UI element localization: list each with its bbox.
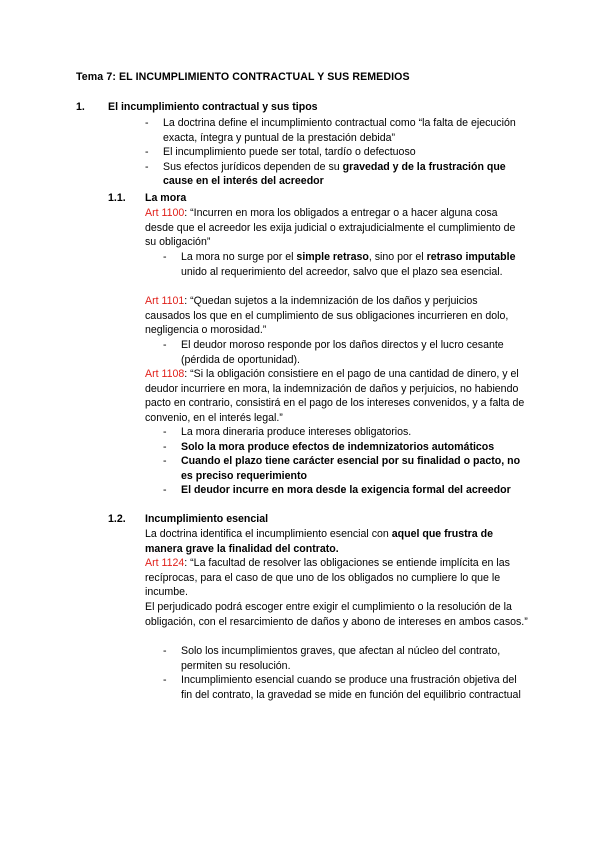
dash-bullet: - — [145, 146, 149, 159]
dash-bullet: - — [163, 440, 167, 453]
list-item: - La doctrina define el incumplimiento contractual como “la falta de ejecución exacta, íntegra y puntual de la prestación debida” — [145, 117, 516, 144]
list-item: - El incumplimiento puede ser total, tardío o defectuoso — [145, 146, 416, 159]
article-label: Art 1101 — [145, 295, 185, 307]
article-label: Art 1108 — [145, 368, 185, 380]
dash-bullet: - — [163, 426, 167, 438]
article-1108-paragraph: Art 1108: “Si la obligación consistiere en el pago de una cantidad de dinero, y el deudor incurriere en mora, la indemnización de daños y perjuicios, no habiendo pacto en contrario, consistirá en el pago de los intereses convenidos, y a falta de convenio, en el interés legal.” — [145, 368, 525, 424]
article-label: Art 1124 — [145, 557, 185, 569]
list-item: - Solo la mora produce efectos de indemnizatorios automáticos — [163, 440, 495, 453]
dash-bullet: - — [163, 251, 167, 263]
article-1124-paragraph-2: El perjudicado podrá escoger entre exigir el cumplimiento o la resolución de la obligación, con el resarcimiento de daños y abono de intereses en ambos casos.” — [145, 601, 528, 628]
list-item: - La mora dineraria produce intereses obligatorios. — [163, 426, 412, 438]
article-label: Art 1100 — [145, 207, 185, 219]
section-title: La mora — [145, 192, 187, 204]
list-item: - Incumplimiento esencial cuando se produce una frustración objetiva del fin del contrato, la gravedad se mide en función del equilibrio contractual — [163, 674, 521, 701]
article-1100-bullets — [163, 250, 531, 279]
essential-breach-bullets — [163, 644, 526, 702]
dash-bullet: - — [145, 160, 149, 173]
list-item: - La mora no surge por el simple retraso, sino por el retraso imputable unido al requerimiento del acreedor, salvo que el plazo sea esencial. — [163, 251, 516, 278]
dash-bullet: - — [163, 484, 167, 497]
essential-breach-intro: La doctrina identifica el incumplimiento esencial con aquel que frustra de manera grave la finalidad del contrato. — [145, 528, 493, 555]
section-title: Incumplimiento esencial — [145, 513, 269, 525]
article-1101-bullets — [163, 338, 526, 367]
article-1101-paragraph: Art 1101: “Quedan sujetos a la indemnización de los daños y perjuicios causados los que en el cumplimiento de sus obligaciones incurrieren en dolo, negligencia o morosidad.” — [145, 295, 509, 337]
dash-bullet: - — [163, 455, 167, 468]
dash-bullet: - — [145, 117, 149, 129]
section-1-1-heading — [108, 192, 186, 204]
section-1-2-heading — [108, 513, 268, 525]
dash-bullet: - — [163, 339, 167, 351]
list-item: - Cuando el plazo tiene carácter esencial por su finalidad o pacto, no es preciso requerimiento — [163, 455, 521, 482]
section-number: 1.1. — [108, 192, 126, 204]
section-number: 1. — [76, 101, 85, 113]
dash-bullet: - — [163, 645, 167, 657]
list-item: - Sus efectos jurídicos dependen de su gravedad y de la frustración que cause en el interés del acreedor — [145, 160, 506, 188]
section-number: 1.2. — [108, 513, 126, 525]
section-1-bullets — [145, 116, 533, 189]
article-1100-paragraph: Art 1100: “Incurren en mora los obligados a entregar o a hacer alguna cosa desde que el acreedor les exija judicial o extrajudicialmente el cumplimiento de su obligación” — [145, 207, 516, 249]
list-item: - El deudor incurre en mora desde la exigencia formal del acreedor — [163, 484, 511, 497]
dash-bullet: - — [163, 674, 167, 687]
list-item: - Solo los incumplimientos graves, que afectan al núcleo del contrato, permiten su resolución. — [163, 645, 501, 672]
page-title: Tema 7: EL INCUMPLIMIENTO CONTRACTUAL Y SUS REMEDIOS — [76, 71, 410, 83]
list-item: - El deudor moroso responde por los daños directos y el lucro cesante (pérdida de oportunidad). — [163, 339, 504, 366]
section-1-heading — [76, 101, 318, 113]
section-title: El incumplimiento contractual y sus tipos — [108, 101, 318, 113]
article-1108-bullets — [163, 425, 531, 498]
article-1124-paragraph: Art 1124: “La facultad de resolver las obligaciones se entiende implícita en las recíprocas, para el caso de que uno de los obligados no cumpliere lo que le incumbe. — [145, 557, 510, 599]
